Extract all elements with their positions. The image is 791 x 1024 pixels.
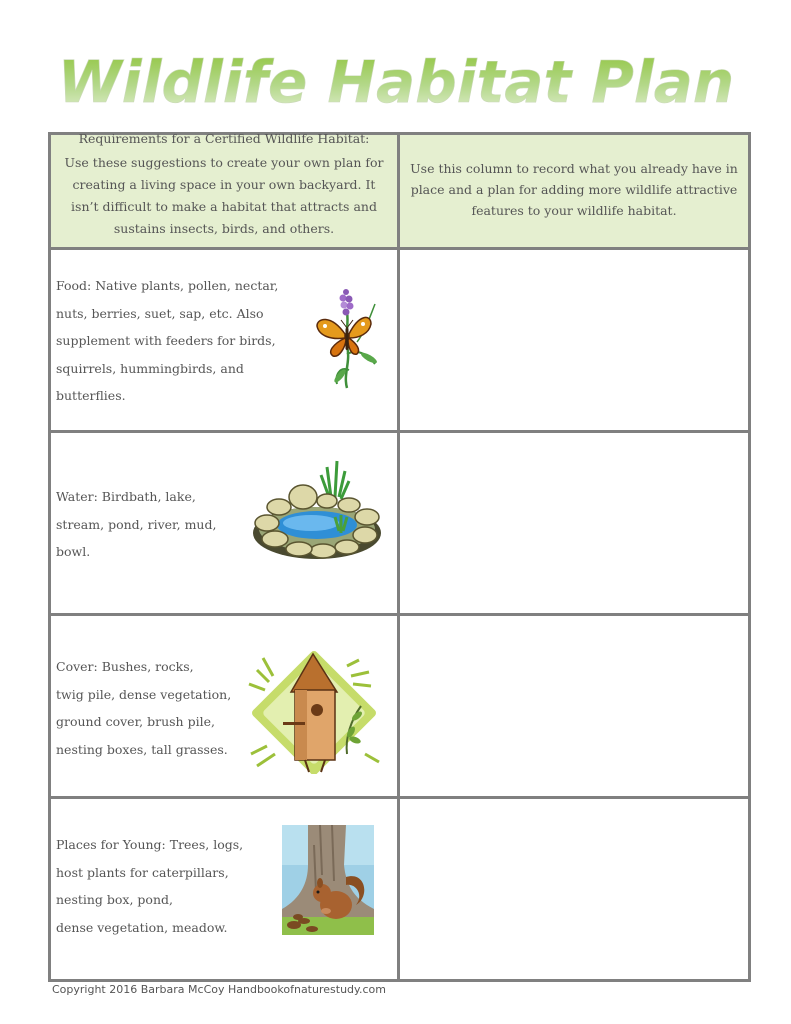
cover-requirement-text: [56, 653, 231, 763]
requirement-line: squirrels, hummingbirds, and: [56, 360, 244, 376]
butterfly-flower-icon: [313, 284, 385, 398]
requirement-line: Food: Native plants, pollen, nectar,: [56, 278, 279, 293]
header-requirements-body: [51, 152, 397, 240]
water-plan-cell[interactable]: [399, 432, 750, 615]
water-requirement-text: [56, 483, 216, 566]
requirement-line: Places for Young: Trees, logs,: [56, 837, 244, 852]
requirement-line: host plants for caterpillars,: [56, 864, 229, 880]
birdhouse-icon: [247, 650, 381, 778]
requirement-line: Water: Birdbath, lake,: [56, 489, 196, 504]
page-title-text: Wildlife Habitat Plan: [57, 48, 735, 116]
squirrel-tree-icon: [282, 825, 374, 939]
requirement-line: Cover: Bushes, rocks,: [56, 659, 194, 674]
food-requirement-cell: [50, 249, 399, 432]
header-record-line: Use this column to record what you already have in: [410, 160, 738, 176]
header-body-line: creating a living space in your own backyard. It: [72, 177, 376, 192]
cover-requirement-cell: [50, 615, 399, 798]
header-record-line: features to your wildlife habitat.: [471, 202, 677, 218]
header-requirements-cell: [50, 131, 399, 249]
requirement-line: nesting box, pond,: [56, 892, 173, 907]
young-plan-cell[interactable]: [399, 798, 750, 981]
header-body-line: Use these suggestions to create your own plan for: [64, 155, 384, 170]
requirement-line: ground cover, brush pile,: [56, 714, 215, 729]
habitat-plan-table: [48, 132, 751, 982]
requirement-line: twig pile, dense vegetation,: [56, 686, 232, 702]
header-requirements-title: Requirements for a Certified Wildlife Habitat:: [78, 131, 370, 146]
requirement-line: nuts, berries, suet, sap, etc. Also: [56, 305, 264, 321]
food-requirement-text: [56, 272, 278, 410]
header-body-line: sustains insects, birds, and others.: [113, 221, 335, 236]
requirement-line: dense vegetation, meadow.: [56, 919, 228, 935]
cover-plan-cell[interactable]: [399, 615, 750, 798]
young-requirement-cell: [50, 798, 399, 981]
requirement-line: butterflies.: [56, 388, 126, 403]
header-body-line: isn’t difficult to make a habitat that attracts and: [71, 199, 377, 214]
header-record-text: [400, 158, 748, 221]
pond-icon: [251, 457, 385, 569]
requirement-line: nesting boxes, tall grasses.: [56, 741, 228, 757]
requirement-line: bowl.: [56, 544, 91, 559]
page-title: [0, 42, 791, 122]
water-requirement-cell: [50, 432, 399, 615]
copyright-text: Copyright 2016 Barbara McCoy Handbookofnaturestudy.com: [52, 983, 386, 996]
young-requirement-text: [56, 831, 243, 941]
food-plan-cell[interactable]: [399, 249, 750, 432]
requirement-line: supplement with feeders for birds,: [56, 333, 276, 348]
requirement-line: stream, pond, river, mud,: [56, 516, 217, 532]
header-record-cell: [399, 134, 750, 249]
header-record-line: place and a plan for adding more wildlife attractive: [410, 181, 738, 197]
